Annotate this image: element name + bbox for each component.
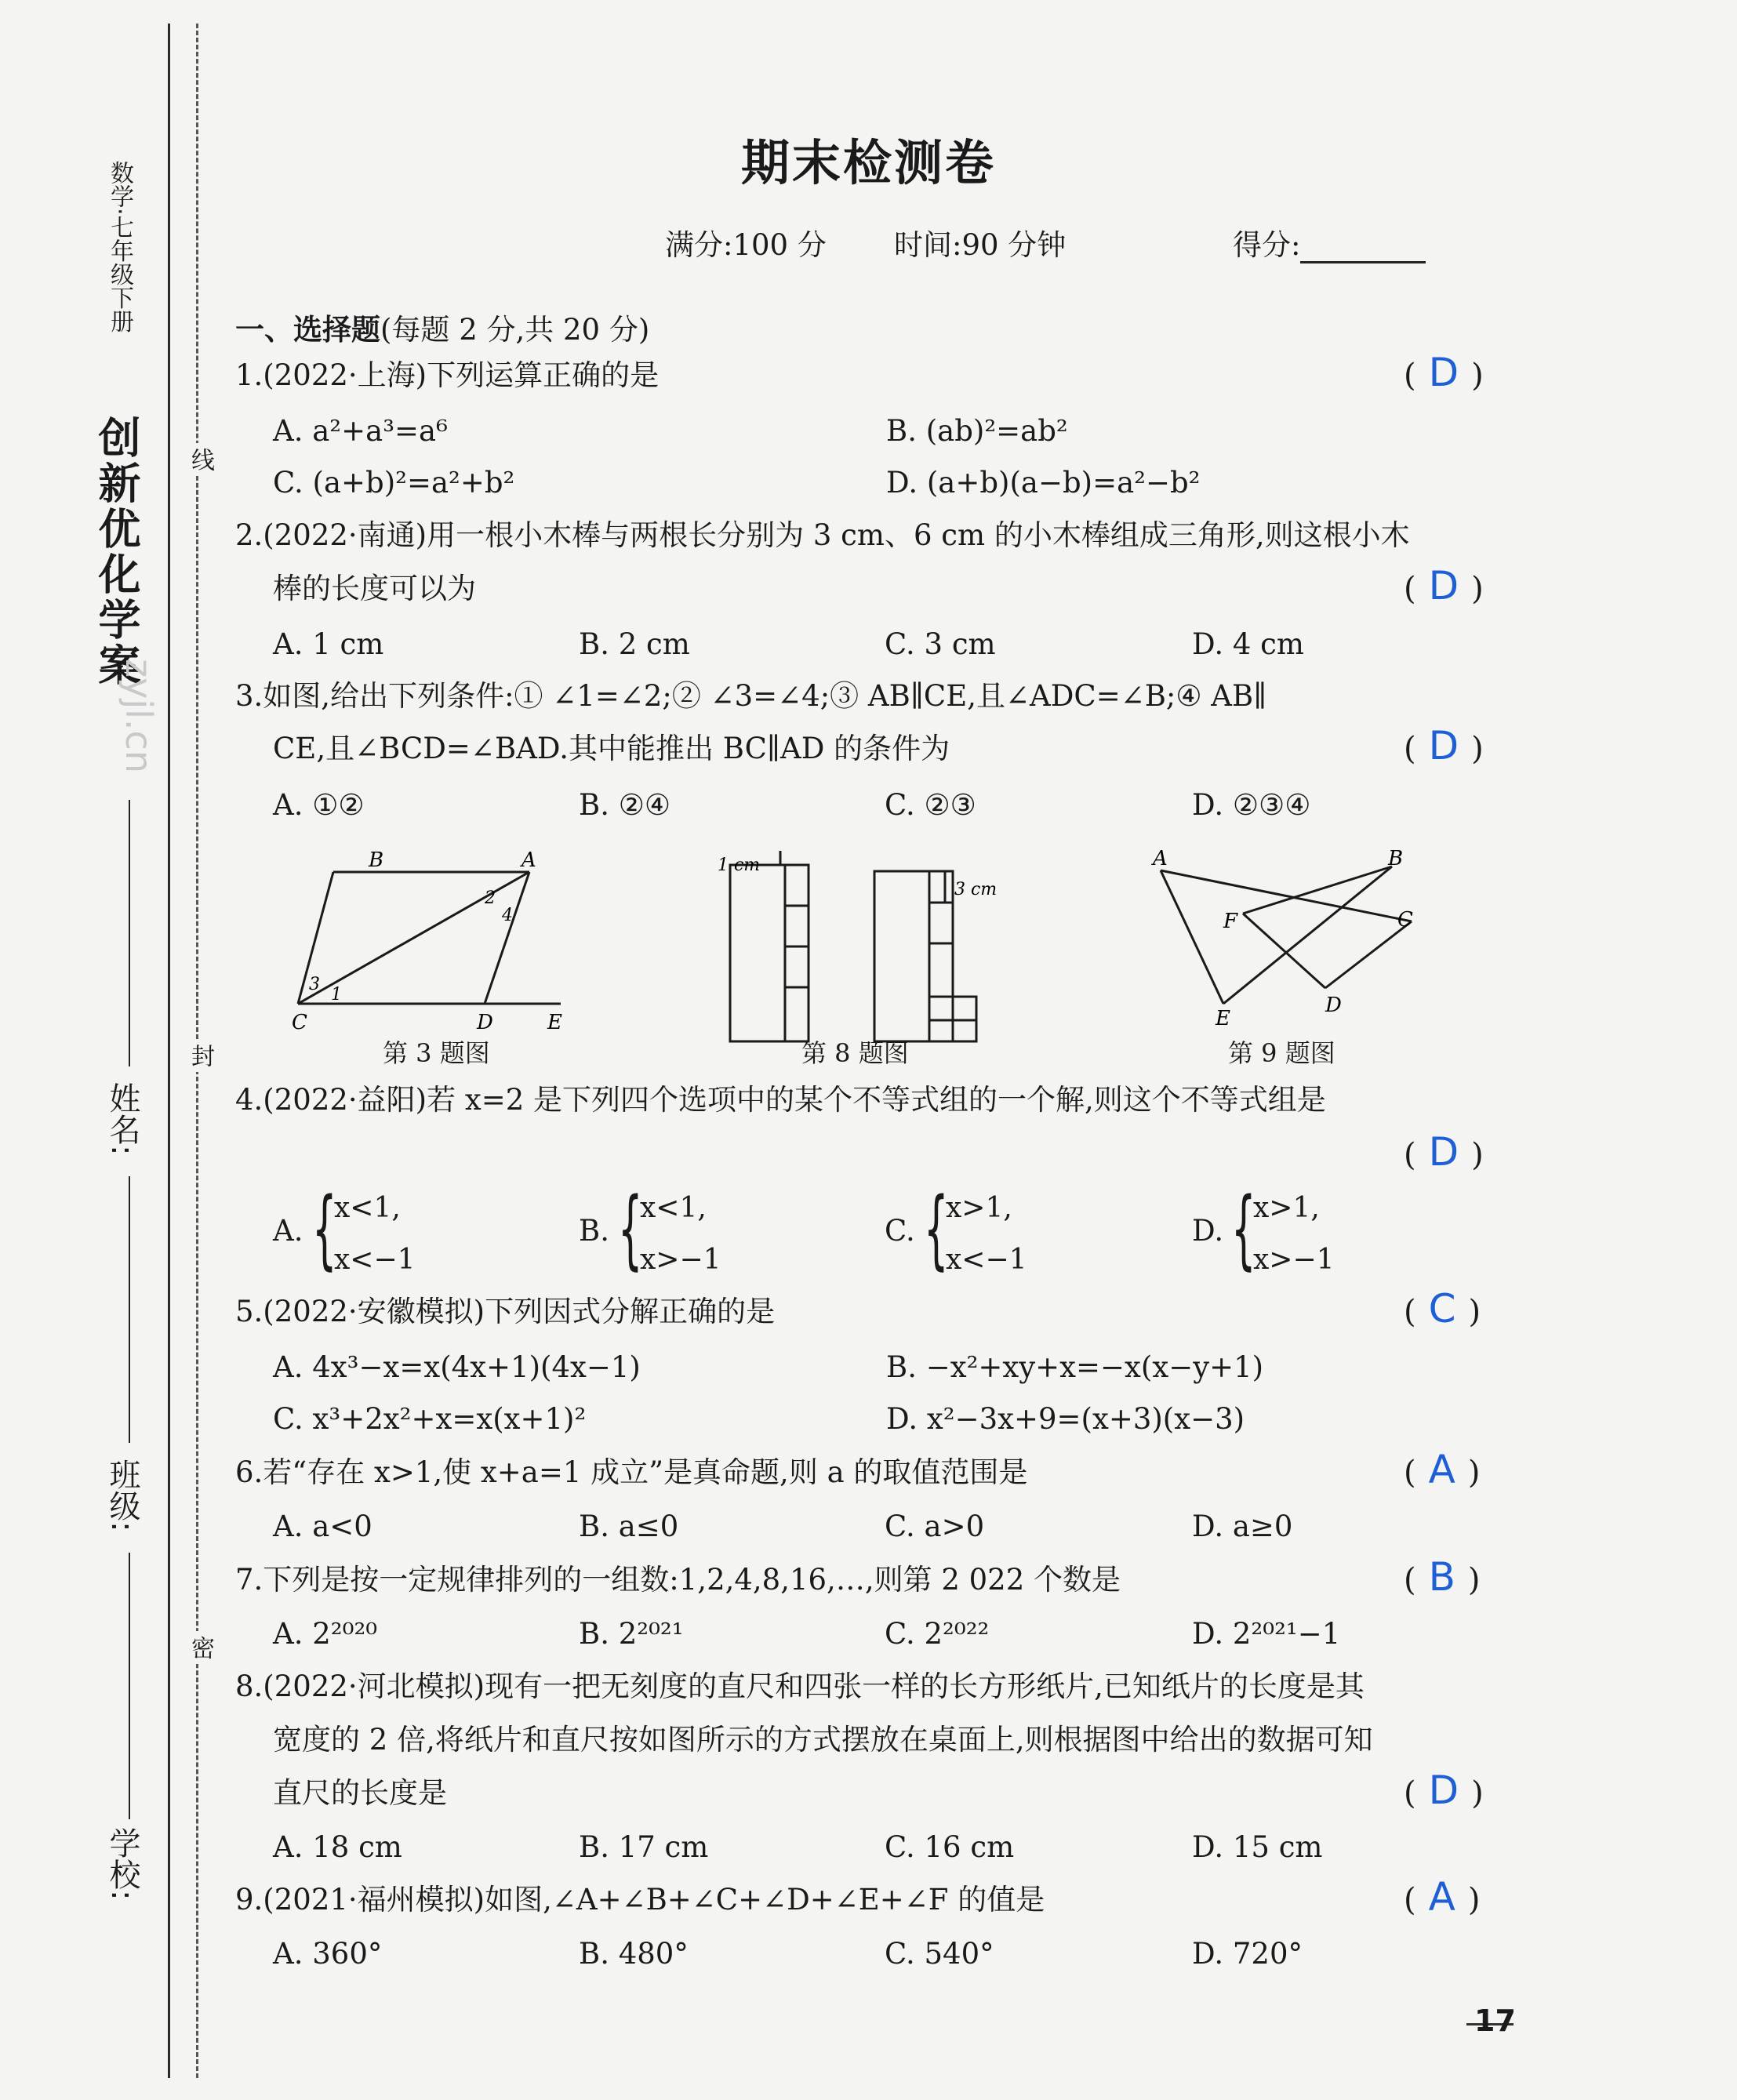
answer-letter: D [1428,723,1459,768]
page-title: 期末检测卷 [740,134,996,191]
name-underline [129,800,130,1066]
answer-letter: B [1428,1554,1455,1600]
fig9-line-bf [1243,867,1392,914]
fig3-label-c: C [292,1011,307,1034]
q6-option-b: B. a≤0 [579,1510,679,1543]
q7-option-c: C. 2²⁰²² [885,1617,990,1651]
question-5-stem: 5.(2022·安徽模拟)下列因式分解正确的是 [235,1295,776,1328]
fig3-label-a: A [521,848,536,872]
fig3-label-3: 3 [309,975,320,994]
fig8-ruler-left [730,865,809,1041]
fig8-label-1cm: 1 cm [718,856,761,875]
figure-3 [292,848,580,1035]
question-8-stem-line1: 8.(2022·河北模拟)现有一把无刻度的直尺和四张一样的长方形纸片,已知纸片的长度是其 [235,1669,1365,1703]
fig8-paper-strip-right [929,871,953,997]
question-3-stem-line1: 3.如图,给出下列条件:① ∠1=∠2;② ∠3=∠4;③ AB∥CE,且∠ADC=∠B;④ AB∥ [235,679,1267,713]
q4-b-line1: x<1, [640,1192,707,1224]
figure-8 [710,851,1008,1031]
q5-option-c: C. x³+2x²+x=x(x+1)² [273,1402,587,1436]
question-3-stem-line2: CE,且∠BCD=∠BAD.其中能推出 BC∥AD 的条件为 [273,732,950,765]
q9-option-a: A. 360° [273,1937,383,1971]
q7-option-a: A. 2²⁰²⁰ [273,1617,378,1651]
fig3-label-b: B [369,848,384,872]
q6-option-a: A. a<0 [273,1510,372,1543]
q4-b-line2: x>−1 [640,1244,721,1276]
fig3-label-4: 4 [502,906,513,925]
question-2-answer: ( D ) [1404,563,1484,609]
fig3-label-d: D [477,1011,493,1034]
q5-option-b: B. −x²+xy+x=−x(x−y+1) [886,1350,1264,1384]
q3-option-a: A. ①② [273,788,365,822]
q9-option-c: C. 540° [885,1937,994,1971]
fig9-label-b: B [1388,847,1404,870]
class-underline [129,1176,130,1443]
q4-a-line1: x<1, [334,1192,401,1224]
answer-letter: D [1428,563,1459,609]
q8-option-b: B. 17 cm [579,1830,709,1864]
q2-option-b: B. 2 cm [579,627,690,661]
q9-option-d: D. 720° [1192,1937,1303,1971]
fig9-line-ae [1161,870,1223,1004]
binding-solid-line [168,24,170,2078]
brace-symbol: { [312,1179,337,1279]
q5-option-d: D. x²−3x+9=(x+3)(x−3) [886,1402,1245,1436]
school-underline [129,1553,130,1819]
q1-option-a: A. a²+a³=a⁶ [273,414,448,448]
answer-letter: D [1428,350,1459,395]
answer-letter: D [1428,1129,1459,1175]
q4-a-line2: x<−1 [334,1244,416,1276]
question-3-answer: ( D ) [1404,723,1484,768]
answer-letter: A [1428,1447,1455,1492]
question-2-stem-line2: 棒的长度可以为 [273,572,476,605]
figure-9-caption: 第 9 题图 [1228,1038,1335,1068]
q2-option-d: D. 4 cm [1192,627,1304,661]
fig9-label-e: E [1216,1007,1230,1030]
score-blank[interactable] [1300,234,1426,263]
question-2-stem-line1: 2.(2022·南通)用一根小木棒与两根长分别为 3 cm、6 cm 的小木棒组成三角形,则这根小木 [235,518,1410,552]
fig8-paper-strip-left [785,865,809,1041]
q1-option-c: C. (a+b)²=a²+b² [273,466,515,500]
q8-option-c: C. 16 cm [885,1830,1015,1864]
section-heading [235,306,649,348]
q1-option-b: B. (ab)²=ab² [886,414,1068,448]
fig3-label-2: 2 [485,888,496,908]
q3-option-d: D. ②③④ [1192,788,1311,822]
seal-mi-char: 密 [183,1631,217,1664]
q4-c-line2: x<−1 [946,1244,1027,1276]
question-8-stem-line2: 宽度的 2 倍,将纸片和直尺按如图所示的方式摆放在桌面上,则根据图中给出的数据可知 [273,1723,1373,1757]
fig3-label-1: 1 [331,985,342,1005]
score-field [1233,221,1426,263]
q4-d-line2: x>−1 [1253,1244,1335,1276]
q7-option-b: B. 2²⁰²¹ [579,1617,684,1651]
full-score: 满分:100 分 [665,228,827,262]
question-9-answer: ( A ) [1404,1874,1481,1920]
q6-option-d: D. a≥0 [1192,1510,1293,1543]
answer-letter: D [1428,1768,1459,1813]
q2-option-a: A. 1 cm [273,627,384,661]
brace-symbol: { [1231,1179,1256,1279]
score-label: 得分: [1233,228,1301,262]
fig9-label-f: F [1223,910,1238,933]
sidebar-brand: 创新优化学案 [92,416,141,688]
q8-option-d: D. 15 cm [1192,1830,1323,1864]
q2-option-c: C. 3 cm [885,627,996,661]
question-4-stem: 4.(2022·益阳)若 x=2 是下列四个选项中的某个不等式组的一个解,则这个不等式组是 [235,1083,1326,1117]
q1-option-d: D. (a+b)(a−b)=a²−b² [886,466,1201,500]
brace-symbol: { [924,1179,949,1279]
fig9-line-ac [1161,870,1412,921]
question-1-answer: ( D ) [1404,350,1484,395]
question-4-answer: ( D ) [1404,1129,1484,1175]
question-8-answer: ( D ) [1404,1768,1484,1813]
q3-option-b: B. ②④ [579,788,671,822]
answer-letter: C [1428,1286,1456,1332]
seal-line-char: 线 [183,443,217,476]
fig3-label-e: E [547,1011,562,1034]
question-5-answer: ( C ) [1404,1286,1481,1332]
figure-3-caption: 第 3 题图 [383,1038,490,1068]
name-label: 姓名: [104,1082,140,1156]
seal-feng-char: 封 [183,1039,217,1072]
question-6-answer: ( A ) [1404,1447,1481,1492]
watermark: zyjl.cn [118,659,160,773]
brace-symbol: { [618,1179,643,1279]
section-title: 一、选择题 [235,313,380,347]
fig9-label-d: D [1325,994,1342,1017]
answer-letter: A [1428,1874,1455,1920]
school-label: 学校: [104,1827,140,1901]
question-7-answer: ( B ) [1404,1554,1481,1600]
q9-option-b: B. 480° [579,1937,689,1971]
time-limit: 时间:90 分钟 [894,228,1067,262]
q7-option-d: D. 2²⁰²¹−1 [1192,1617,1341,1651]
q4-d-line1: x>1, [1253,1192,1320,1224]
question-8-stem-line3: 直尺的长度是 [273,1776,447,1810]
q4-option-c-label: C. [885,1214,915,1248]
page-number: 17 [1474,2004,1516,2038]
figure-8-caption: 第 8 题图 [801,1038,909,1068]
q6-option-c: C. a>0 [885,1510,985,1543]
question-1-stem: 1.(2022·上海)下列运算正确的是 [235,358,660,392]
q4-c-line1: x>1, [946,1192,1012,1224]
figure-9 [1153,847,1435,1039]
class-label: 班级: [104,1459,140,1532]
fig9-label-a: A [1153,847,1168,870]
q4-option-d-label: D. [1192,1214,1224,1248]
fig8-label-3cm: 3 cm [954,880,998,899]
q4-option-b-label: B. [579,1214,609,1248]
q5-option-a: A. 4x³−x=x(4x+1)(4x−1) [273,1350,641,1384]
q4-option-a-label: A. [273,1214,303,1248]
question-6-stem: 6.若“存在 x>1,使 x+a=1 成立”是真命题,则 a 的取值范围是 [235,1455,1028,1489]
q3-option-c: C. ②③ [885,788,976,822]
fig8-ruler-right [874,871,953,1041]
fig9-line-eb [1223,867,1392,1004]
sidebar-subject: 数学·七年级下册 [106,161,133,333]
question-7-stem: 7.下列是按一定规律排列的一组数:1,2,4,8,16,…,则第 2 022 个数是 [235,1563,1121,1597]
section-note: (每题 2 分,共 20 分) [380,313,650,347]
question-9-stem: 9.(2021·福州模拟)如图,∠A+∠B+∠C+∠D+∠E+∠F 的值是 [235,1883,1045,1917]
fig9-label-c: C [1397,908,1413,932]
q8-option-a: A. 18 cm [273,1830,402,1864]
